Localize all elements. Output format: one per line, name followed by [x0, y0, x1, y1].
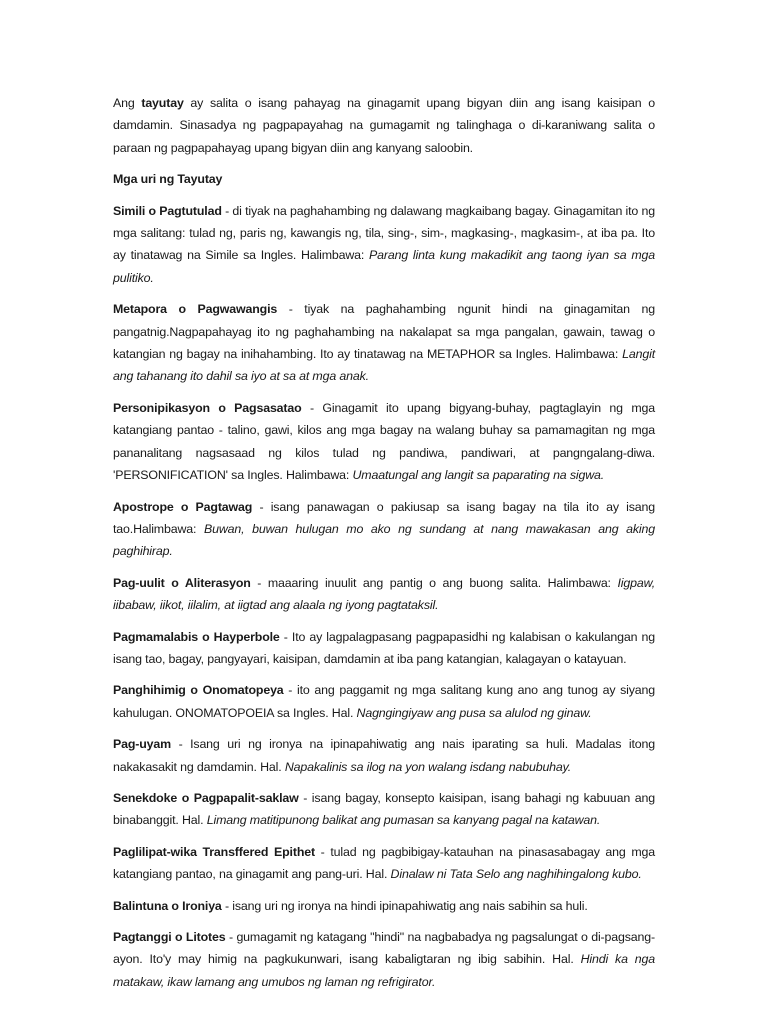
entry-example: Hindi ka nga matakaw, ikaw lamang ang umubos ng laman ng refrigirator. [113, 952, 655, 989]
list-item [113, 626, 655, 671]
entry-description: - di tiyak na paghahambing ng dalawang magkaibang bagay. Ginagamitan ito ng mga salitang: tulad ng, paris ng, kawangis ng, tila, sing-, sim-, magkasing-, magkasim-, at iba pa. Ito ay tinatawag na Simile sa Ingles. Halimbawa: [113, 203, 655, 263]
entry-description: - isang panawagan o pakiusap sa isang bagay na tila ito ay isang tao.Halimbawa: [113, 499, 655, 536]
section-heading: Mga uri ng Tayutay [113, 172, 223, 187]
entry-term: Pag-uulit o Aliterasyon [113, 575, 251, 590]
entry-term: Metapora o Pagwawangis [113, 302, 278, 317]
entry-description: - tiyak na paghahambing ngunit hindi na ginagamitan ng pangatnig.Nagpapahayag ito ng paghahambing na nakalapat sa mga pangalan, gawain, tawag o katangian ng bagay na inihahambing. Ito ay tinatawag na METAPHOR sa Ingles. Halimbawa: [113, 302, 655, 362]
entry-description: - ito ang paggamit ng mga salitang kung ano ang tunog ay siyang kahulugan. ONOMATOPOEIA sa Ingles. Hal. [113, 683, 656, 720]
entry-description: - maaaring inuulit ang pantig o ang buong salita. Halimbawa: [250, 575, 618, 590]
list-item [113, 895, 655, 917]
entry-term: Pag-uyam [113, 737, 172, 752]
list-item [113, 298, 655, 388]
list-item [113, 841, 655, 886]
entry-description: - tulad ng pagbibigay-katauhan na pinasasabagay ang mga katangiang pantao, na ginagamit ang pang-uri. Hal. [113, 844, 655, 882]
list-item [113, 679, 655, 724]
entry-term: Personipikasyon o Pagsasatao [113, 400, 302, 415]
intro-paragraph [113, 92, 655, 159]
intro-term: tayutay [141, 96, 184, 110]
entry-example: Umaatungal ang langit sa paparating na sigwa. [352, 468, 605, 483]
entry-term: Paglilipat-wika Transffered Epithet [113, 844, 315, 859]
entry-description: - isang bagay, konsepto kaisipan, isang bahagi ng kabuuan ang binabanggit. Hal. [113, 790, 655, 828]
entry-description: - Ginagamit ito upang bigyang-buhay, pagtaglayin ng mga katangiang pantao - talino, gawi, kilos ang mga bagay na walang buhay sa pamamagitan ng mga pananalitang nagsasaad ng kilos tulad ng pandiwa, pandiwari, at pangngalang-diwa. 'PERSONIFICATION' sa Ingles. Halimbawa: [113, 400, 655, 483]
entry-example: Buwan, buwan hulugan mo ako ng sundang at nang mawakasan ang aking paghihirap. [113, 521, 655, 559]
figure-of-speech-list [113, 200, 655, 994]
entry-term: Balintuna o Ironiya [113, 898, 222, 913]
entry-term: Panghihimig o Onomatopeya [113, 683, 284, 698]
entry-example: Dinalaw ni Tata Selo ang naghihingalong kubo. [390, 867, 642, 882]
entry-example: Iigpaw, iibabaw, iikot, iilalim, at iigtad ang alaala ng iyong pagtataksil. [113, 575, 655, 613]
entry-description: - Isang uri ng ironya na ipinapahiwatig ang nais iparating sa huli. Madalas itong nakakasakit ng damdamin. Hal. [113, 737, 655, 774]
document-page [113, 92, 655, 1002]
entry-term: Senekdoke o Pagpapalit-saklaw [113, 790, 299, 805]
entry-term: Pagtanggi o Litotes [113, 930, 226, 944]
list-item [113, 733, 655, 778]
entry-term: Pagmamalabis o Hayperbole [113, 629, 280, 644]
entry-description: - Ito ay lagpalagpasang pagpapasidhi ng kalabisan o kakulangan ng isang tao, bagay, pangyayari, kaisipan, damdamin at iba pang katangian, kalagayan o katayuan. [113, 629, 655, 666]
list-item [113, 926, 655, 993]
list-item [113, 787, 655, 832]
list-item [113, 397, 655, 487]
intro-lead: Ang [113, 96, 142, 110]
entry-example: Langit ang tahanang ito dahil sa iyo at sa at mga anak. [113, 347, 655, 384]
list-item [113, 200, 655, 290]
entry-example: Nagngingiyaw ang pusa sa alulod ng ginaw. [356, 705, 592, 720]
list-item [113, 496, 655, 563]
entry-term: Simili o Pagtutulad [113, 203, 222, 218]
entry-description: - isang uri ng ironya na hindi ipinapahiwatig ang nais sabihin sa huli. [221, 898, 588, 913]
entry-term: Apostrope o Pagtawag [113, 499, 253, 514]
entry-description: - gumagamit ng katagang "hindi" na nagbabadya ng pagsalungat o di-pagsang-ayon. Ito'y may himig na pagkukunwari, isang kabaligtaran ng ibig sabihin. Hal. [113, 930, 655, 967]
entry-example: Napakalinis sa ilog na yon walang isdang nabubuhay. [284, 759, 572, 774]
entry-example: Parang linta kung makadikit ang taong iyan sa mga pulitiko. [113, 248, 655, 285]
list-item [113, 572, 655, 617]
entry-example: Limang matitipunong balikat ang pumasan sa kanyang pagal na katawan. [206, 813, 601, 828]
intro-body: ay salita o isang pahayag na ginagamit upang bigyan diin ang isang kaisipan o damdamin. Sinasadya ng pagpapayahag na gumagamit ng talinghaga o di-karaniwang salita o paraan ng pagpapahayag upang bigyan diin ang kanyang saloobin. [113, 96, 655, 155]
